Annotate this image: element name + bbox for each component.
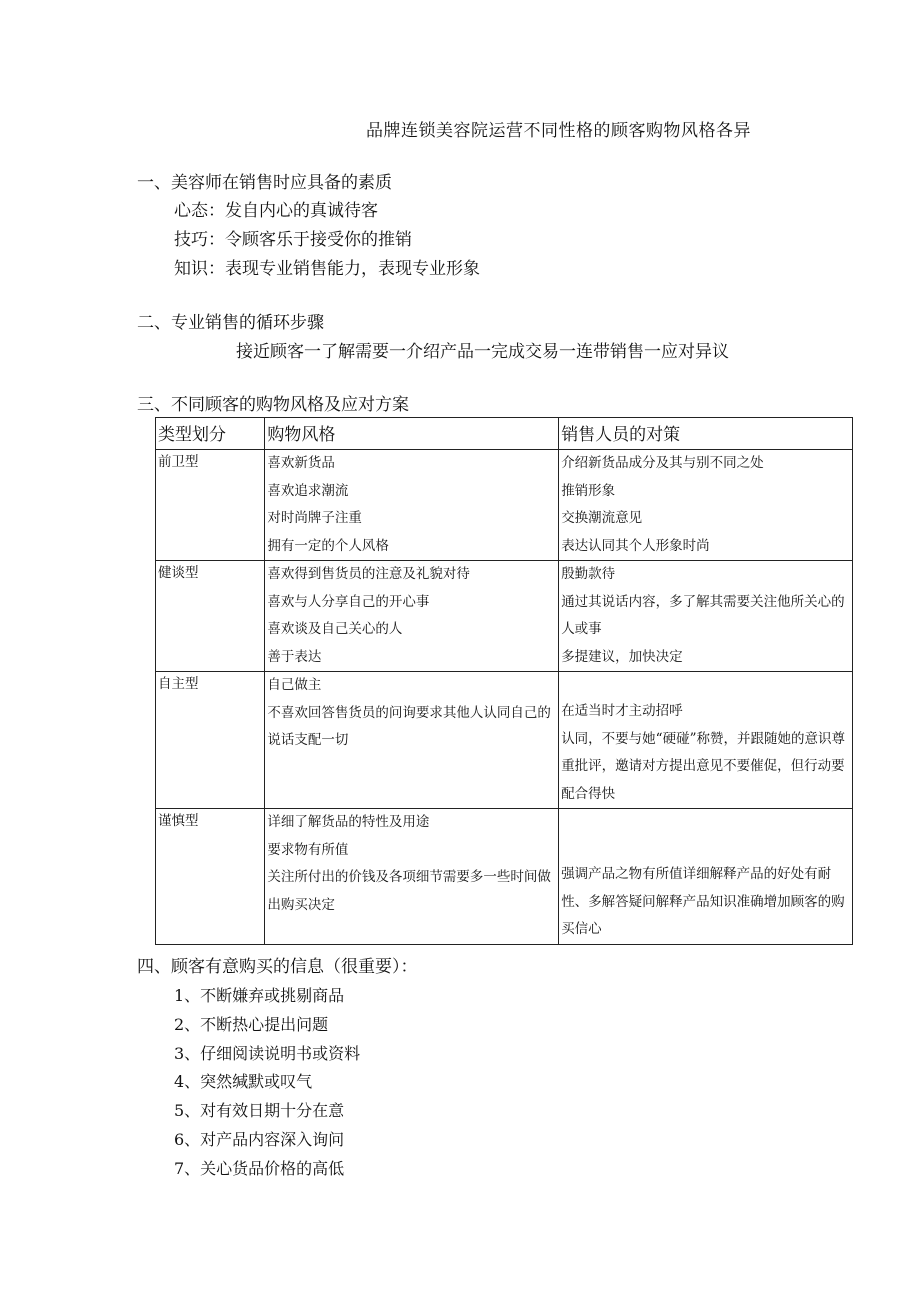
tactic-item: 交换潮流意见 <box>561 510 643 526</box>
tactics-cell <box>559 809 853 945</box>
tactic-item: 殷勤款待 <box>561 566 616 582</box>
table-header-row <box>156 418 853 450</box>
tactics-cell <box>559 450 853 561</box>
tactic-item: 表达认同其个人形象时尚 <box>561 537 710 554</box>
tactics-cell <box>559 561 853 672</box>
tactics-cell <box>559 672 853 809</box>
list-item: 7、关心货品价格的高低 <box>174 1159 345 1178</box>
style-cell <box>265 672 559 809</box>
sales-steps: 接近顾客一了解需要一介绍产品一完成交易一连带销售一应对异议 <box>236 342 729 362</box>
list-item: 6、对产品内容深入询问 <box>174 1130 345 1149</box>
header-tactics: 销售人员的对策 <box>559 418 853 450</box>
style-item: 对时尚牌子注重 <box>267 510 362 526</box>
style-cell <box>265 809 559 945</box>
list-item: 5、对有效日期十分在意 <box>174 1101 345 1120</box>
type-cell: 自主型 <box>156 672 265 809</box>
type-cell: 健谈型 <box>156 561 265 672</box>
section2-heading: 二、专业销售的循环步骤 <box>137 313 324 333</box>
tactic-item: 认同，不要与她“硬碰”称赞，并跟随她的意识尊重批评，邀请对方提出意见不要催促，但行动要配合得快 <box>561 730 845 802</box>
style-item: 喜欢与人分享自己的开心事 <box>267 593 430 610</box>
section1-heading: 一、美容师在销售时应具备的素质 <box>137 173 392 193</box>
style-cell <box>265 561 559 672</box>
list-item: 4、突然缄默或叹气 <box>174 1072 313 1091</box>
style-item: 喜欢新货品 <box>267 455 335 471</box>
style-cell <box>265 450 559 561</box>
header-style: 购物风格 <box>265 418 559 450</box>
knowledge-line: 知识：表现专业销售能力，表现专业形象 <box>174 259 480 279</box>
tactic-item: 介绍新货品成分及其与别不同之处 <box>561 455 764 471</box>
skill-line: 技巧：令顾客乐于接受你的推销 <box>174 230 412 250</box>
shopping-style-table <box>155 417 853 945</box>
style-item: 喜欢谈及自己关心的人 <box>267 621 403 637</box>
list-item: 1、不断嫌弃或挑剔商品 <box>174 986 345 1005</box>
style-item: 详细了解货品的特性及用途 <box>267 814 430 830</box>
type-cell: 谨慎型 <box>156 809 265 945</box>
style-item: 喜欢追求潮流 <box>267 482 349 499</box>
table-row <box>156 450 853 561</box>
header-type: 类型划分 <box>156 418 265 450</box>
document-title: 品牌连锁美容院运营不同性格的顾客购物风格各异 <box>366 121 751 141</box>
table-row <box>156 809 853 945</box>
style-item: 不喜欢回答售货员的问询要求其他人认同自己的说话支配一切 <box>267 704 551 748</box>
table-row <box>156 561 853 672</box>
style-item: 善于表达 <box>267 648 322 665</box>
style-item: 关注所付出的价钱及各项细节需要多一些时间做出购买决定 <box>267 869 551 913</box>
mindset-line: 心态：发自内心的真诚待客 <box>174 201 378 221</box>
style-item: 要求物有所值 <box>267 841 349 858</box>
tactic-item: 在适当时才主动招呼 <box>561 703 683 719</box>
section4-heading: 四、顾客有意购买的信息（很重要）： <box>137 957 418 977</box>
style-item: 拥有一定的个人风格 <box>267 537 389 554</box>
section3-heading: 三、不同顾客的购物风格及应对方案 <box>137 395 409 415</box>
type-cell: 前卫型 <box>156 450 265 561</box>
list-item: 2、不断热心提出问题 <box>174 1015 329 1034</box>
style-item: 自己做主 <box>267 677 322 693</box>
list-item: 3、仔细阅读说明书或资料 <box>174 1044 361 1063</box>
tactic-item: 多提建议，加快决定 <box>561 648 683 665</box>
tactic-item: 推销形象 <box>561 482 616 499</box>
tactic-item: 通过其说话内容，多了解其需要关注他所关心的人或事 <box>561 593 845 637</box>
table-row <box>156 672 853 809</box>
tactic-item: 强调产品之物有所值详细解释产品的好处有耐性、多解答疑问解释产品知识准确增加顾客的购买信心 <box>561 866 845 937</box>
style-item: 喜欢得到售货员的注意及礼貌对待 <box>267 566 470 582</box>
